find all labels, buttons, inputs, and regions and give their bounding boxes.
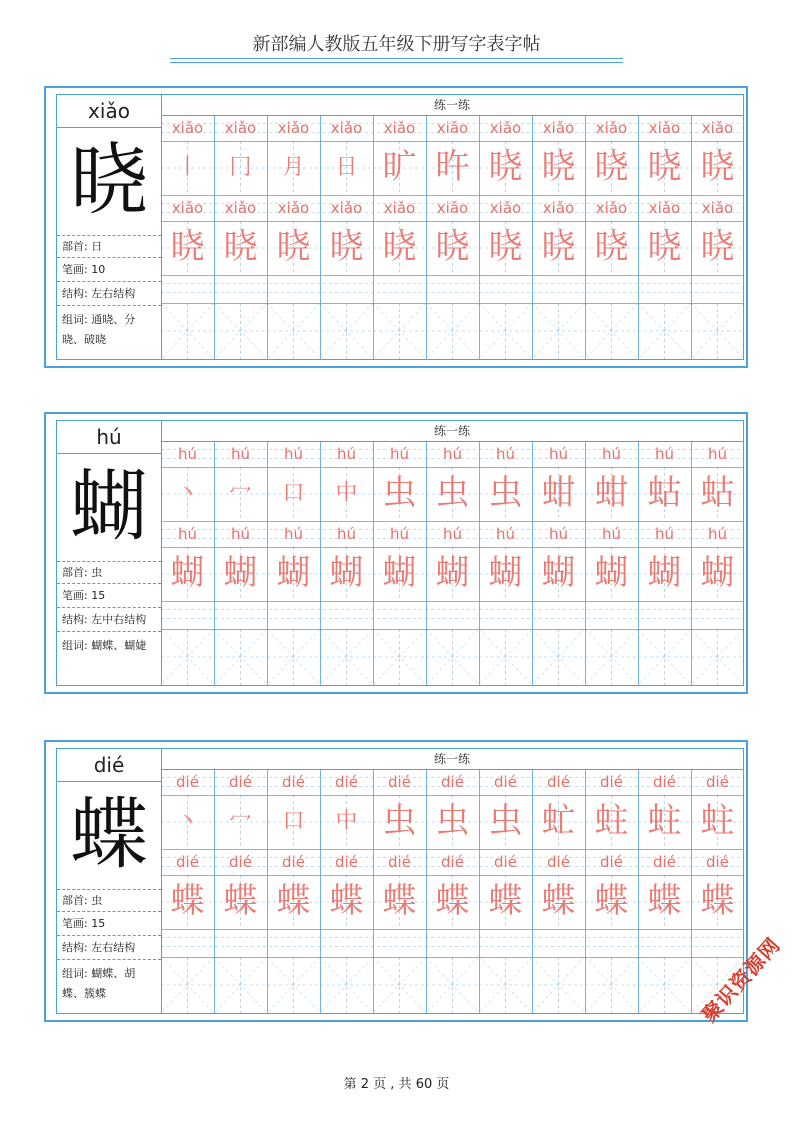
stroke-order-step: 丶 (176, 809, 199, 834)
stroke-order-step: 蛄 (700, 473, 735, 513)
trace-character: 蝶 (541, 881, 576, 921)
stroke-order-step: 丶 (176, 481, 199, 506)
stroke-order-step: 虫 (488, 473, 523, 513)
practice-pinyin: dié (706, 773, 729, 791)
practice-pinyin: xiǎo (701, 119, 734, 137)
stroke-order-step: 晓 (700, 147, 735, 187)
trace-character: 晓 (700, 227, 735, 267)
stroke-order-step: 蚶 (594, 473, 629, 513)
stroke-order-step: 蛀 (700, 801, 735, 841)
practice-pinyin: dié (494, 853, 517, 871)
trace-character: 蝶 (276, 881, 311, 921)
trace-character: 蝶 (223, 881, 258, 921)
practice-pinyin: hú (230, 445, 250, 463)
practice-heading: 练一练 (161, 95, 743, 116)
practice-pinyin: hú (707, 525, 727, 543)
words-label: 组词: 蝴蝶、胡蝶、簇蝶 (57, 959, 161, 1013)
practice-pinyin: xiǎo (542, 119, 575, 137)
card-inner-frame (56, 94, 744, 360)
trace-character: 蝴 (170, 553, 205, 593)
practice-pinyin: hú (601, 445, 621, 463)
stroke-order-step: 虫 (382, 473, 417, 513)
practice-pinyin: xiǎo (224, 119, 257, 137)
stroke-order-step: 丨 (176, 155, 199, 180)
stroke-order-step: 日 (335, 155, 358, 180)
practice-pinyin: hú (283, 525, 303, 543)
character-card (44, 412, 748, 694)
practice-pinyin: dié (494, 773, 517, 791)
trace-character: 蝴 (594, 553, 629, 593)
practice-pinyin: xiǎo (171, 119, 204, 137)
practice-pinyin: hú (495, 525, 515, 543)
stroke-order-step: 口 (282, 481, 305, 506)
character-pinyin: xiǎo (57, 95, 161, 128)
practice-pinyin: dié (282, 853, 305, 871)
practice-pinyin: xiǎo (648, 199, 681, 217)
stroke-order-step: 蛀 (594, 801, 629, 841)
practice-pinyin: xiǎo (701, 199, 734, 217)
trace-character: 晓 (594, 227, 629, 267)
practice-heading: 练一练 (161, 749, 743, 770)
trace-character: 蝴 (329, 553, 364, 593)
practice-area (161, 421, 743, 685)
model-character: 蝶 (69, 790, 148, 880)
structure-label: 结构: 左中右结构 (57, 607, 161, 631)
practice-pinyin: dié (229, 853, 252, 871)
stroke-order-step: 冖 (229, 809, 252, 834)
watermark-stamp: 聚识资源网 (696, 932, 786, 1027)
trace-character: 晓 (541, 227, 576, 267)
practice-pinyin: hú (495, 445, 515, 463)
title-underline-secondary (170, 62, 623, 63)
practice-pinyin: dié (282, 773, 305, 791)
practice-pinyin: hú (283, 445, 303, 463)
practice-pinyin: hú (442, 525, 462, 543)
stroke-order-step: 口 (282, 809, 305, 834)
practice-pinyin: dié (229, 773, 252, 791)
structure-label: 结构: 左右结构 (57, 935, 161, 959)
practice-pinyin: xiǎo (277, 119, 310, 137)
practice-pinyin: xiǎo (436, 199, 469, 217)
practice-pinyin: dié (335, 773, 358, 791)
practice-pinyin: dié (335, 853, 358, 871)
trace-character: 晓 (382, 227, 417, 267)
practice-pinyin: hú (177, 525, 197, 543)
stroke-order-step: 中 (335, 481, 358, 506)
character-card (44, 740, 748, 1022)
practice-grid (161, 441, 743, 685)
practice-pinyin: hú (654, 525, 674, 543)
trace-character: 蝴 (541, 553, 576, 593)
practice-grid (161, 115, 743, 359)
practice-pinyin: xiǎo (383, 119, 416, 137)
stroke-order-step: 晓 (594, 147, 629, 187)
trace-character: 晓 (435, 227, 470, 267)
stroke-order-step: 中 (335, 809, 358, 834)
stroke-order-step: 虫 (382, 801, 417, 841)
practice-pinyin: xiǎo (277, 199, 310, 217)
stroke-order-step: 蛄 (647, 473, 682, 513)
practice-pinyin: xiǎo (489, 119, 522, 137)
trace-character: 蝴 (647, 553, 682, 593)
practice-pinyin: dié (388, 853, 411, 871)
practice-pinyin: dié (653, 773, 676, 791)
stroke-order-step: 旿 (435, 147, 470, 187)
radical-label: 部首: 虫 (57, 889, 161, 911)
practice-pinyin: xiǎo (436, 119, 469, 137)
practice-area (161, 749, 743, 1013)
stroke-order-step: 冖 (229, 481, 252, 506)
trace-character: 蝶 (170, 881, 205, 921)
trace-character: 晓 (647, 227, 682, 267)
practice-pinyin: dié (441, 773, 464, 791)
trace-character: 蝶 (435, 881, 470, 921)
trace-character: 蝴 (382, 553, 417, 593)
trace-character: 蝶 (594, 881, 629, 921)
stroke-order-step: 月 (282, 155, 305, 180)
stroke-order-step: 旷 (382, 147, 417, 187)
stroke-order-step: 晓 (647, 147, 682, 187)
practice-pinyin: dié (547, 773, 570, 791)
radical-label: 部首: 虫 (57, 561, 161, 583)
practice-pinyin: hú (707, 445, 727, 463)
card-inner-frame (56, 420, 744, 686)
practice-pinyin: xiǎo (595, 199, 628, 217)
character-info-panel (57, 95, 162, 359)
practice-pinyin: hú (442, 445, 462, 463)
practice-pinyin: xiǎo (330, 119, 363, 137)
stroke-order-step: 虫 (435, 801, 470, 841)
page-title: 新部编人教版五年级下册写字表字帖 (252, 34, 541, 55)
stroke-order-step: 虫 (435, 473, 470, 513)
practice-pinyin: hú (654, 445, 674, 463)
stroke-order-step: 虫 (488, 801, 523, 841)
radical-label: 部首: 日 (57, 235, 161, 257)
practice-pinyin: xiǎo (648, 119, 681, 137)
trace-character: 蝶 (382, 881, 417, 921)
practice-pinyin: hú (230, 525, 250, 543)
practice-pinyin: hú (548, 445, 568, 463)
practice-pinyin: xiǎo (224, 199, 257, 217)
stroke-order-step: 蛀 (647, 801, 682, 841)
practice-pinyin: dié (547, 853, 570, 871)
strokes-label: 笔画: 15 (57, 911, 161, 935)
practice-pinyin: xiǎo (330, 199, 363, 217)
practice-pinyin: dié (600, 853, 623, 871)
words-label: 组词: 通晓、分晓、破晓 (57, 305, 161, 359)
trace-character: 蝶 (647, 881, 682, 921)
character-info-panel (57, 421, 162, 685)
trace-character: 蝴 (700, 553, 735, 593)
practice-pinyin: dié (176, 773, 199, 791)
practice-pinyin: dié (441, 853, 464, 871)
practice-pinyin: dié (600, 773, 623, 791)
trace-character: 晓 (329, 227, 364, 267)
practice-pinyin: dié (706, 853, 729, 871)
stroke-order-step: 晓 (541, 147, 576, 187)
stroke-order-step: 虻 (541, 801, 576, 841)
title-underline (170, 58, 623, 59)
trace-character: 蝶 (700, 881, 735, 921)
character-pinyin: hú (57, 421, 161, 454)
trace-character: 蝴 (276, 553, 311, 593)
trace-character: 晓 (276, 227, 311, 267)
practice-pinyin: xiǎo (171, 199, 204, 217)
card-inner-frame (56, 748, 744, 1014)
trace-character: 蝴 (488, 553, 523, 593)
trace-character: 蝶 (329, 881, 364, 921)
practice-pinyin: dié (176, 853, 199, 871)
practice-pinyin: hú (389, 445, 409, 463)
practice-heading: 练一练 (161, 421, 743, 442)
trace-character: 蝴 (223, 553, 258, 593)
trace-character: 晓 (488, 227, 523, 267)
practice-pinyin: hú (601, 525, 621, 543)
practice-pinyin: xiǎo (489, 199, 522, 217)
stroke-order-step: 蚶 (541, 473, 576, 513)
practice-pinyin: dié (653, 853, 676, 871)
trace-character: 蝶 (488, 881, 523, 921)
model-character: 晓 (69, 136, 148, 226)
practice-pinyin: hú (336, 445, 356, 463)
words-label: 组词: 蝴蝶、蝴婕 (57, 631, 161, 685)
practice-pinyin: hú (389, 525, 409, 543)
trace-character: 晓 (170, 227, 205, 267)
character-card (44, 86, 748, 368)
practice-grid (161, 769, 743, 1013)
model-character: 蝴 (69, 462, 148, 552)
page-footer: 第 2 页 , 共 60 页 (343, 1077, 450, 1092)
stroke-order-step: 冂 (229, 155, 252, 180)
practice-area (161, 95, 743, 359)
practice-pinyin: xiǎo (595, 119, 628, 137)
strokes-label: 笔画: 10 (57, 257, 161, 281)
character-info-panel (57, 749, 162, 1013)
practice-pinyin: hú (336, 525, 356, 543)
practice-pinyin: hú (548, 525, 568, 543)
practice-pinyin: xiǎo (383, 199, 416, 217)
character-pinyin: dié (57, 749, 161, 782)
practice-pinyin: xiǎo (542, 199, 575, 217)
stroke-order-step: 晓 (488, 147, 523, 187)
structure-label: 结构: 左右结构 (57, 281, 161, 305)
strokes-label: 笔画: 15 (57, 583, 161, 607)
practice-pinyin: hú (177, 445, 197, 463)
trace-character: 晓 (223, 227, 258, 267)
practice-pinyin: dié (388, 773, 411, 791)
trace-character: 蝴 (435, 553, 470, 593)
